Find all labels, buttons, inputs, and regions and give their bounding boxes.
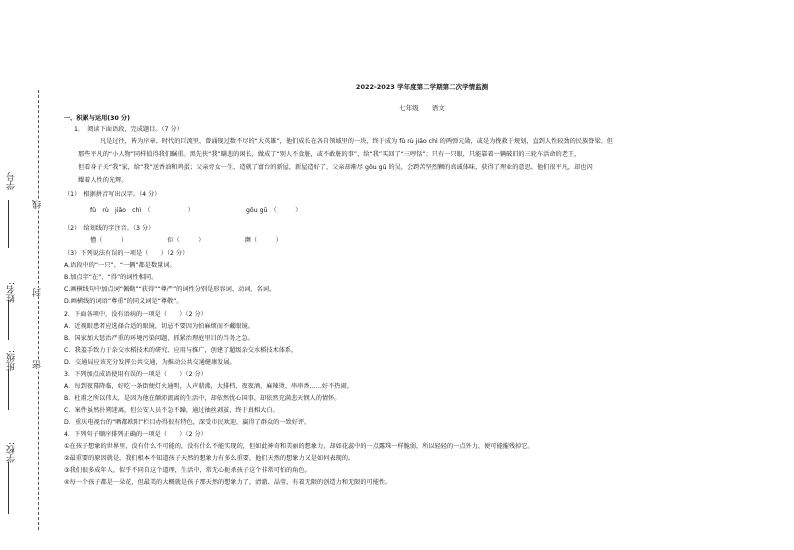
q1-sub1-label: （1） 根据拼音写出汉字。（4 分）: [64, 191, 161, 198]
section-heading: 一、积累与运用(30 分): [64, 115, 130, 122]
question-3-stem: 3．下列加点成语使用有误的一项是（ ）（2 分）: [64, 371, 207, 378]
question-4-stem: 4．下列句子顺序排列正确的一项是（ ）（2 分）: [64, 431, 207, 438]
school-label: 学校:: [7, 442, 17, 464]
q3-option-c: C．案件虽然扑朔迷离，但公安人员不急不躁，通过抽丝剥茧，终于真相大白。: [64, 407, 279, 414]
q1-sub3-option-d: D.画横线的词语“尊重”的同义词是“尊敬”。: [64, 298, 183, 305]
q1-phonetic-chars[interactable]: 憎（ ） 佢（ ） 濒（ ）: [90, 237, 282, 244]
passage-line-2: 那些平凡的“小人物”同样值得我们瞩重。黑先侠“我”瞒悲的闲长，做成了“别人不食脏，或不敢脏的事”，给“我”买回了“三哼铦”；只有一只眼，只能靠着一辆破旧的三轮车活命的老王，: [78, 151, 581, 158]
q3-option-a: A．每到夜幕降临，好吃一条街便灯火通明，人声鼎沸，大排档、夜夜酒、麻辣烫、串串香……好不热闹。: [64, 383, 353, 390]
question-1-stem: 1． 阅读下面语段，完成题目。（7 分）: [74, 126, 183, 133]
exam-subtitle: 七年级 语文: [399, 104, 445, 112]
name-label: 姓名:: [7, 282, 17, 304]
binding-dash-line: [38, 90, 39, 530]
passage-line-4: 耀着人性的光辉。: [78, 177, 128, 184]
student-number-field[interactable]: [8, 200, 9, 248]
q1-sub3-option-c: C.画横线句中加点词“佩勤”“获得”“尊严”的词性分别是形容词、动词、名词。: [64, 286, 276, 293]
passage-line-1: 凡是过往，皆为序章。时代的巨流里，曾涌现过数不尽的“大英雄”，他们成长在各自领域里的一块，终于成为 fǔ rù jiǎo chì 的两弹元勋，或是为挽救于规划，直到人性较劲的民族脊梁。但: [100, 138, 613, 145]
q1-pinyin-1[interactable]: fǔ rù jiǎo chì （ ）: [90, 207, 194, 214]
question-2-stem: 2．下面各项中，没有语病的一项是（ ）（2 分）: [64, 311, 207, 318]
exam-paper: [60, 0, 784, 550]
q2-option-c: C．我羞手致力于杂交水稻技术的研究、应用与推广，创建了超级杂交水稻技术体系。: [64, 347, 298, 354]
q2-option-b: B．国家加大惩治严重的环境污染问题，抓紧治理庭里目的当务之急。: [64, 335, 254, 342]
exam-title: 2022-2023 学年度第二学期第二次学情监测: [355, 83, 489, 91]
q1-sub3-option-a: A.语段中的“一只”、“一辆”都是数量词。: [64, 262, 176, 269]
q2-option-d: D．交通局应该充分发挥公共交通，为推动公共交通健康发展。: [64, 359, 236, 366]
passage-line-3: 但看身子关“我”家，给“我”送香油和鸡蛋；父亲旁女一生，造就了富台的新屋，新屋造好了，父亲却渐尽 gōu gū 的吴，会跨苦坚烈颗的真诚体味，获得了理业的意思。他们很平凡，却也闪: [78, 164, 593, 171]
q4-sentence-4: ④每一个孩子都是一朵花，但最美的大概就是孩子那天然的想象力了，清澈、晶莹，有着无限的创造力和无限的可能性。: [64, 479, 392, 486]
q1-sub2-label: （2） 给划线的字注音。（3 分）: [64, 225, 155, 232]
binding-margin: [0, 0, 52, 550]
q4-sentence-1: ①在孩子想象的世界里，没有什么不可能的，没有什么不能实现的，但如此神奇和美丽的想象力，却如花蕊中的一点露珠一样脆弱，所以轻轻的一点外力，便可能摧残掉它。: [64, 443, 534, 450]
q1-pinyin-2[interactable]: gōu gū （ ）: [246, 207, 302, 214]
cut-line-char-mi: 密: [33, 360, 43, 369]
q3-option-b: B．杜甫之所以伟大，是因为他在颠沛流离的生活中，却依然忧心国事，却依然充满悲天悯人的情怀。: [64, 395, 341, 402]
student-number-label: 学号: [7, 172, 17, 190]
cut-line-char-xian: 线: [33, 200, 43, 209]
q1-sub3-label: （3）下列说法有误的一项是（ ）（2 分）: [64, 250, 189, 257]
q4-sentence-3: ③我们很多成年人，似乎不同自这个道理，生活中，常无心扼杀孩子这个非常可怕的角色。: [64, 467, 311, 474]
name-field[interactable]: [8, 300, 9, 340]
q3-option-d: D．重庆电视台的“晒都欧阳”栏目办得很有特色，深受市民欢迎，赢得了群众的一致好评。: [64, 419, 311, 426]
school-field[interactable]: [8, 462, 9, 514]
class-label: 班级:: [7, 350, 17, 372]
q4-sentence-2: ②最重要的原因就是，我们根本不知道孩子天然的想象力有多么重要，他们天然的想象力又是如何表现的。: [64, 455, 355, 462]
class-field[interactable]: [8, 370, 9, 410]
q1-sub3-option-b: B.加点字“在”、“得”的词性相同。: [64, 274, 158, 281]
cut-line-char-feng: 封: [33, 288, 43, 297]
q2-option-a: A．近视眼患者应选择合适的眼镜，切忌不要因为怕麻烦而不戴眼镜。: [64, 323, 254, 330]
